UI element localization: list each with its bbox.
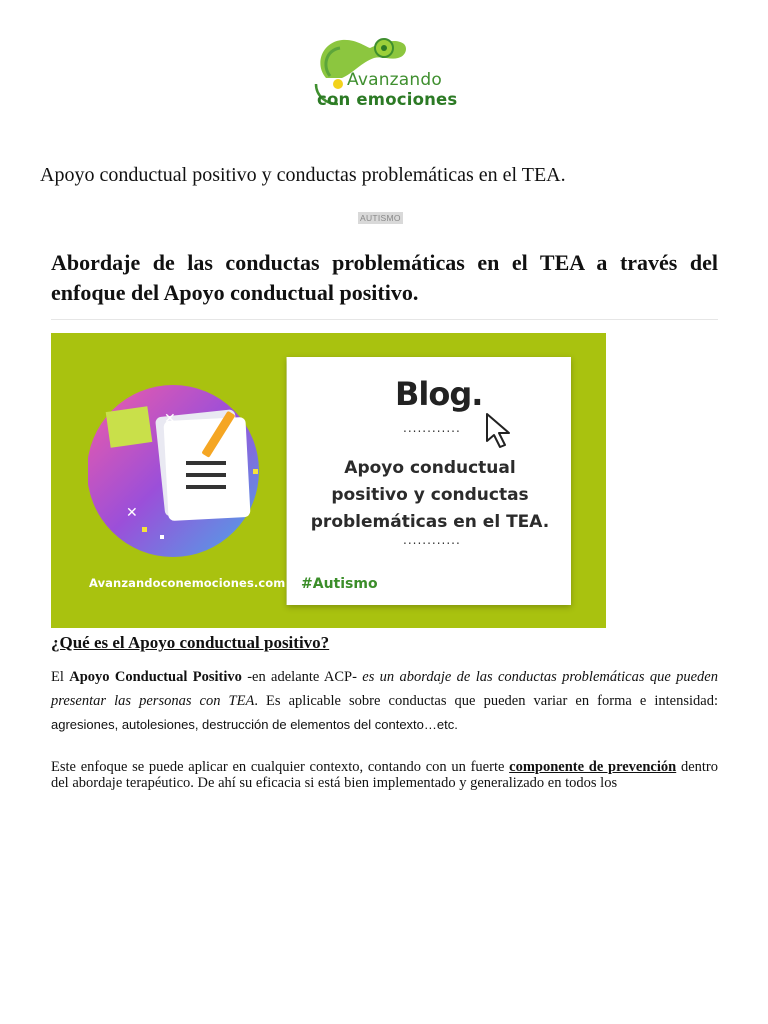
cursor-icon bbox=[482, 411, 522, 451]
banner-title bbox=[297, 455, 563, 536]
paragraph-context bbox=[51, 759, 718, 791]
p1-lead: El bbox=[51, 669, 70, 685]
banner-left-panel bbox=[88, 357, 287, 605]
p2-end: dentro del abordaje terapéutico. De ahí su eficacia si está bien implementado y generalizado en todos los bbox=[51, 759, 718, 791]
banner-hashtag: #Autismo bbox=[301, 576, 378, 592]
p1-mid: -en adelante ACP- bbox=[241, 669, 363, 685]
p1-examples: agresiones, autolesiones, destrucción de elementos del contexto…etc. bbox=[51, 717, 458, 732]
document-title: Apoyo conductual positivo y conductas problemáticas en el TEA. bbox=[40, 164, 566, 186]
p1-term: Apoyo Conductual Positivo bbox=[69, 669, 242, 685]
banner-dots-top: ............ bbox=[403, 421, 461, 435]
logo-text-line2: con emociones bbox=[317, 90, 458, 109]
logo bbox=[312, 34, 462, 110]
blog-banner-image bbox=[51, 333, 606, 628]
p1-rest: . Es aplicable sobre conductas que pueden variar en forma e intensidad: bbox=[254, 693, 718, 709]
p1-italic: es un abordaje de las conductas problemáticas que pueden presentar las personas con TEA bbox=[51, 669, 718, 709]
p2-strong: componente de prevención bbox=[509, 759, 677, 775]
banner-dots-bottom: ............ bbox=[403, 533, 461, 547]
logo-text-line1: Avanzando bbox=[347, 70, 442, 90]
banner-blog-word: Blog. bbox=[395, 375, 483, 413]
section-heading: ¿Qué es el Apoyo conductual positivo? bbox=[51, 633, 330, 652]
svg-text:✕: ✕ bbox=[164, 411, 176, 427]
paragraph-definition bbox=[51, 665, 718, 737]
article-headline: Abordaje de las conductas problemáticas en el TEA a través del enfoque del Apoyo conductual positivo. bbox=[51, 250, 718, 305]
notepad-illustration-icon bbox=[88, 357, 286, 605]
banner-site-url: Avanzandoconemociones.com bbox=[89, 576, 286, 590]
p2-start: Este enfoque se puede aplicar en cualquier contexto, contando con un fuerte bbox=[51, 759, 510, 775]
category-tag[interactable]: AUTISMO bbox=[360, 213, 401, 223]
banner-title-line: positivo y conductas bbox=[331, 485, 529, 505]
svg-text:✕: ✕ bbox=[126, 505, 138, 521]
banner-title-line: Apoyo conductual bbox=[344, 458, 516, 478]
banner-title-line: problemáticas en el TEA. bbox=[310, 512, 550, 532]
divider bbox=[51, 319, 718, 320]
